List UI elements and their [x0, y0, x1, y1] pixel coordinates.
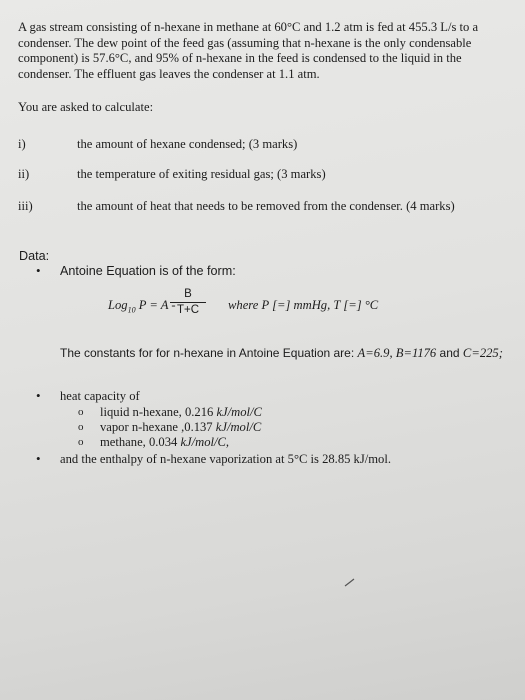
problem-statement: A gas stream consisting of n-hexane in methane at 60°C and 1.2 atm is fed at 455.3 L/s to a condenser. The dew point of the feed gas (assuming that n-hexane is the only condensable component) is 57.6°C, and 95% of n-hexane in the feed is condensed to the liquid in the condenser. The effluent gas leaves the condenser at 1.1 atm.	[18, 20, 479, 81]
bullet: •	[36, 263, 41, 278]
heat-capacity-item: vapor n-hexane ,0.137 kJ/mol/C	[100, 420, 262, 434]
heat-capacity-item: liquid n-hexane, 0.216 kJ/mol/C	[100, 405, 262, 419]
antoine-heading: Antoine Equation is of the form:	[60, 264, 236, 278]
enthalpy-line: and the enthalpy of n-hexane vaporization at 5°C is 28.85 kJ/mol.	[60, 452, 391, 466]
equation-lhs: Log$_{10}$ P = A -	[108, 298, 176, 315]
heat-capacity-heading: heat capacity of	[60, 389, 140, 403]
question-text: the amount of heat that needs to be removed from the condenser. (4 marks)	[77, 199, 455, 213]
question-text: the amount of hexane condensed; (3 marks)	[77, 137, 298, 151]
question-number: ii)	[18, 167, 30, 181]
fraction-bar	[170, 302, 206, 303]
sub-bullet: o	[78, 436, 84, 448]
fraction-numerator: B	[184, 288, 192, 300]
question-text: the temperature of exiting residual gas; (3 marks)	[77, 167, 326, 181]
equation-units: where P [=] mmHg, T [=] °C	[228, 298, 379, 312]
task-heading: You are asked to calculate:	[18, 100, 154, 114]
bullet: •	[36, 451, 41, 466]
sub-bullet: o	[78, 421, 84, 433]
question-number: iii)	[18, 199, 33, 213]
antoine-constants: The constants for for n-hexane in Antoine Equation are: A=6.9, B=1176 and C=225;	[60, 346, 503, 360]
pen-mark	[344, 578, 356, 588]
bullet: •	[36, 388, 41, 403]
sub-bullet: o	[78, 406, 84, 418]
equation-fraction	[170, 288, 206, 316]
question-number: i)	[18, 137, 26, 151]
heat-capacity-item: methane, 0.034 kJ/mol/C,	[100, 435, 230, 449]
data-heading: Data:	[19, 249, 50, 263]
fraction-denominator: T+C	[176, 304, 200, 316]
